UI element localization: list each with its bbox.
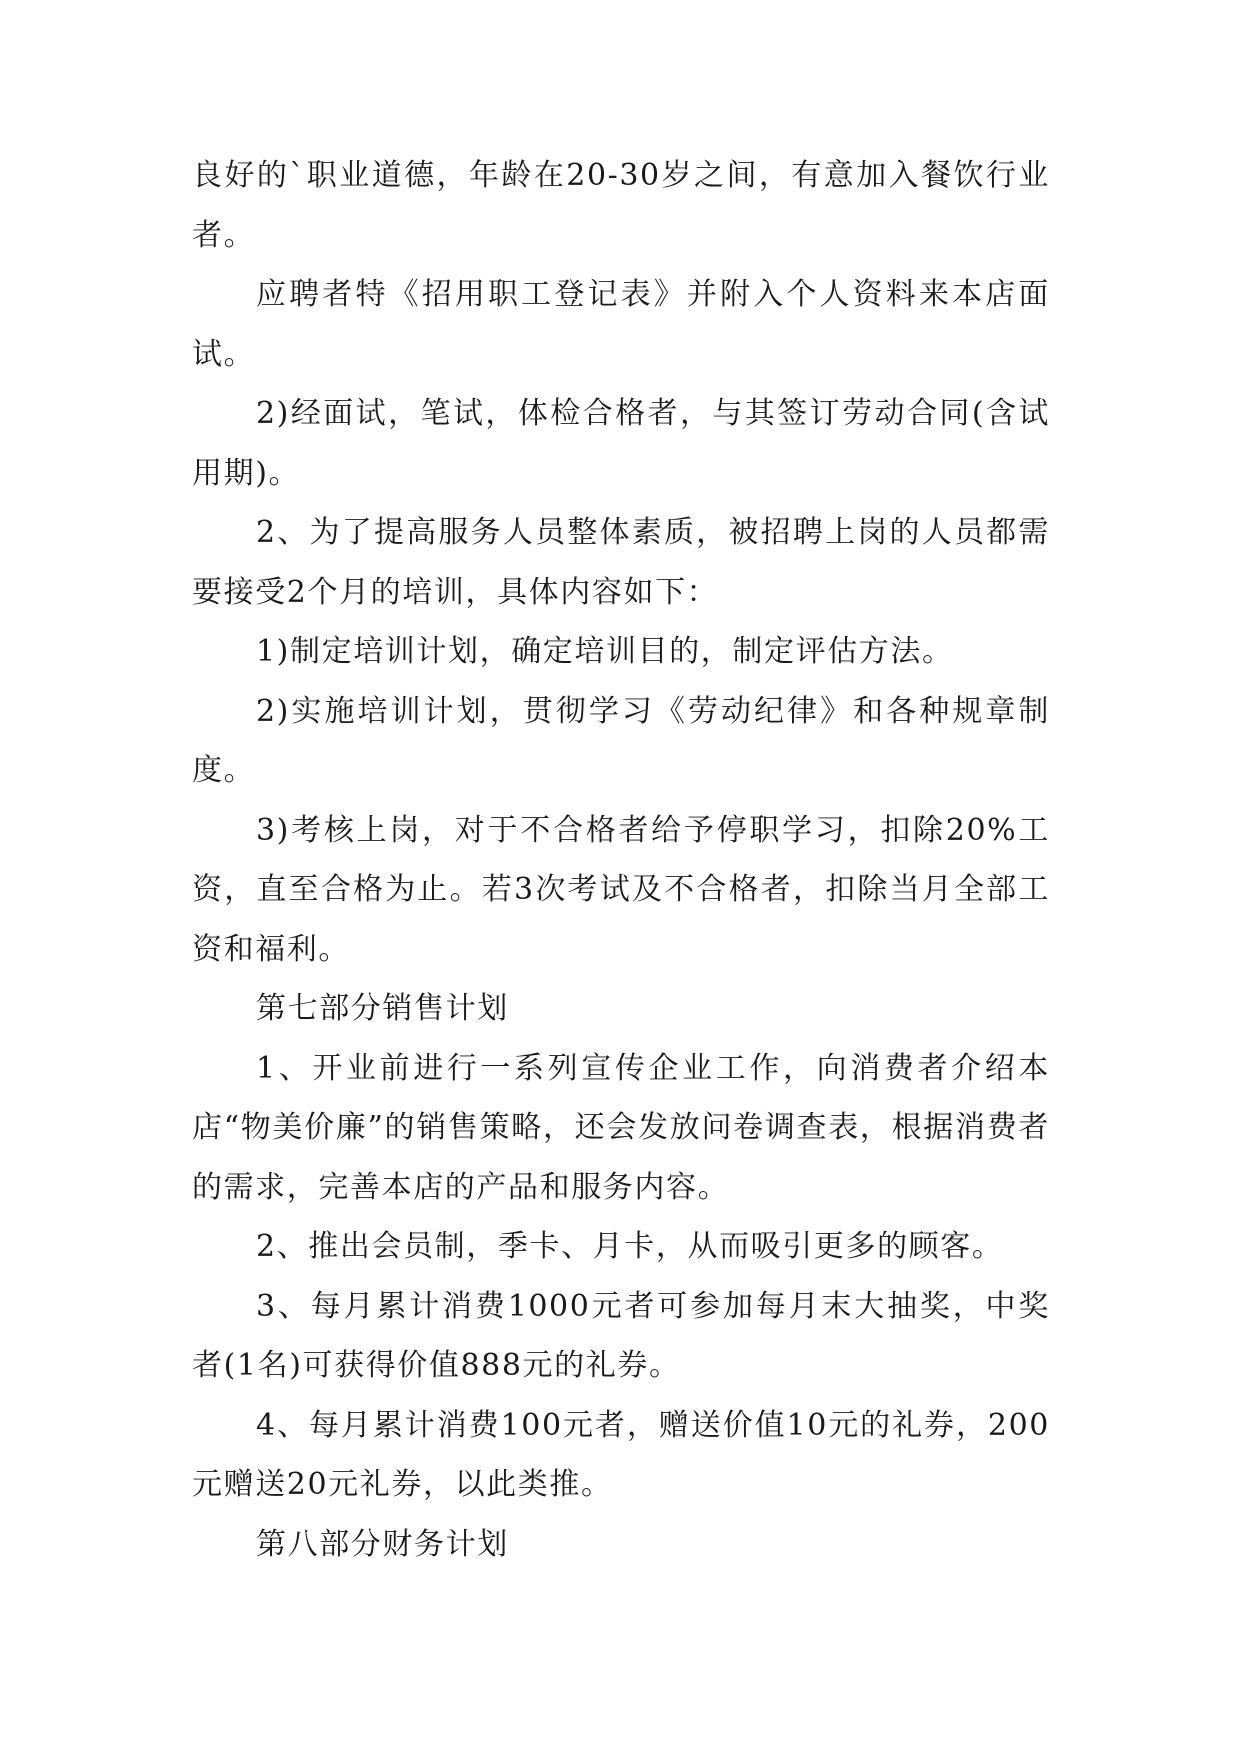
- paragraph-application: 应聘者特《招用职工登记表》并附入个人资料来本店面试。: [192, 277, 1050, 372]
- document-page: [192, 146, 1050, 1574]
- paragraph-membership: 2、推出会员制，季卡、月卡，从而吸引更多的顾客。: [256, 1229, 1004, 1264]
- paragraph-training-implement: 2)实施培训计划，贯彻学习《劳动纪律》和各种规章制度。: [192, 693, 1050, 788]
- paragraph-training-plan: 1)制定培训计划，确定培训目的，制定评估方法。: [256, 634, 954, 669]
- paragraph-training-intro: 2、为了提高服务人员整体素质，被招聘上岗的人员都需要接受2个月的培训，具体内容如下：: [192, 515, 1050, 610]
- paragraph-promotion: 1、开业前进行一系列宣传企业工作，向消费者介绍本店“物美价廉”的销售策略，还会发放问卷调查表，根据消费者的需求，完善本店的产品和服务内容。: [192, 1050, 1050, 1205]
- paragraph-lottery: 3、每月累计消费1000元者可参加每月末大抽奖，中奖者(1名)可获得价值888元的礼券。: [192, 1288, 1050, 1383]
- paragraph-requirements: 良好的`职业道德，年龄在20-30岁之间，有意加入餐饮行业者。: [192, 158, 1050, 253]
- section-heading-sales-plan: 第七部分销售计划: [256, 991, 509, 1026]
- paragraph-assessment: 3)考核上岗，对于不合格者给予停职学习，扣除20%工资，直至合格为止。若3次考试及不合格者，扣除当月全部工资和福利。: [192, 812, 1050, 967]
- paragraph-contract: 2)经面试，笔试，体检合格者，与其签订劳动合同(含试用期)。: [192, 396, 1050, 491]
- section-heading-finance-plan: 第八部分财务计划: [256, 1526, 509, 1562]
- paragraph-vouchers: 4、每月累计消费100元者，赠送价值10元的礼券，200元赠送20元礼券，以此类推。: [192, 1407, 1050, 1502]
